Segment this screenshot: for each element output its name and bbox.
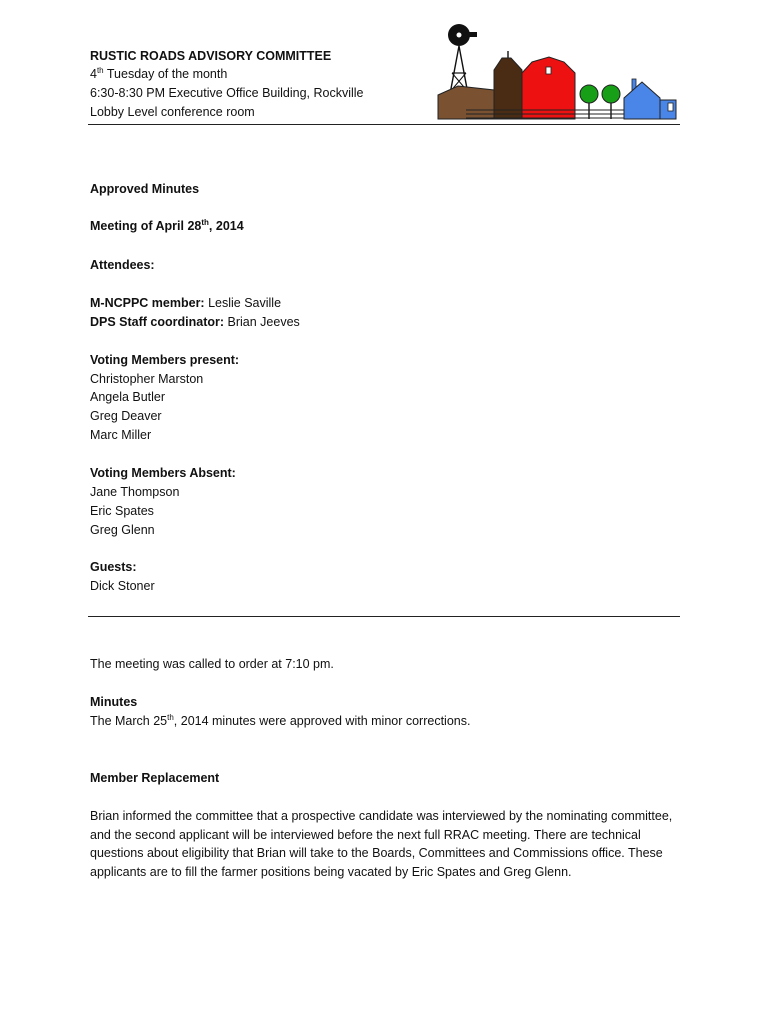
meeting-time-place: 6:30-8:30 PM Executive Office Building, Rockville: [90, 86, 364, 100]
voting-absent-heading: Voting Members Absent:: [90, 466, 236, 480]
schedule-text: Tuesday of the month: [103, 67, 228, 81]
meeting-date-suffix: , 2014: [208, 219, 244, 233]
member-replacement-text: Brian informed the committee that a prospective candidate was interviewed by the nominating committee, and the second applicant will be interviewed before the next full RRAC meeting. There are technical questions about eligibility that Brian will take to the Boards, Committees and Commissions office. These applicants are to fill the farmer positions being vacated by Eric Spates and Greg Glenn.: [90, 809, 673, 879]
staff-name: Leslie Saville: [204, 296, 282, 310]
header-divider: [88, 124, 680, 125]
member-name: Marc Miller: [90, 428, 152, 442]
minutes-status: Approved Minutes: [90, 182, 200, 196]
minutes-text-prefix: The March 25: [90, 714, 168, 728]
staff-member: [90, 295, 281, 311]
member-name: Eric Spates: [90, 504, 154, 518]
schedule-ordinal: th: [96, 66, 104, 75]
staff-name: Brian Jeeves: [224, 315, 300, 329]
meeting-room: Lobby Level conference room: [90, 105, 255, 119]
meeting-date-prefix: Meeting of April 28: [90, 219, 202, 233]
minutes-text-suffix: , 2014 minutes were approved with minor corrections.: [173, 714, 471, 728]
minutes-text-ordinal: th: [167, 713, 174, 722]
call-to-order: The meeting was called to order at 7:10 pm.: [90, 657, 334, 671]
meeting-date-ordinal: th: [201, 218, 209, 227]
staff-role: DPS Staff coordinator:: [90, 315, 225, 329]
staff-member: [90, 314, 300, 330]
schedule-number: 4: [90, 67, 97, 81]
member-name: Angela Butler: [90, 390, 166, 404]
farm-scene-icon: [436, 18, 682, 122]
member-name: Christopher Marston: [90, 372, 204, 386]
voting-present-heading: Voting Members present:: [90, 353, 240, 367]
guest-name: Dick Stoner: [90, 579, 155, 593]
member-name: Jane Thompson: [90, 485, 180, 499]
guests-heading: Guests:: [90, 560, 137, 574]
committee-name: RUSTIC ROADS ADVISORY COMMITTEE: [90, 49, 332, 63]
minutes-heading: Minutes: [90, 695, 138, 709]
meeting-schedule: [90, 66, 227, 82]
member-name: Greg Glenn: [90, 523, 155, 537]
staff-role: M-NCPPC member:: [90, 296, 205, 310]
attendees-heading: Attendees:: [90, 258, 155, 272]
member-name: Greg Deaver: [90, 409, 162, 423]
section-divider: [88, 616, 680, 617]
meeting-date: [90, 218, 244, 234]
minutes-text: [90, 713, 470, 729]
member-replacement-heading: Member Replacement: [90, 771, 220, 785]
